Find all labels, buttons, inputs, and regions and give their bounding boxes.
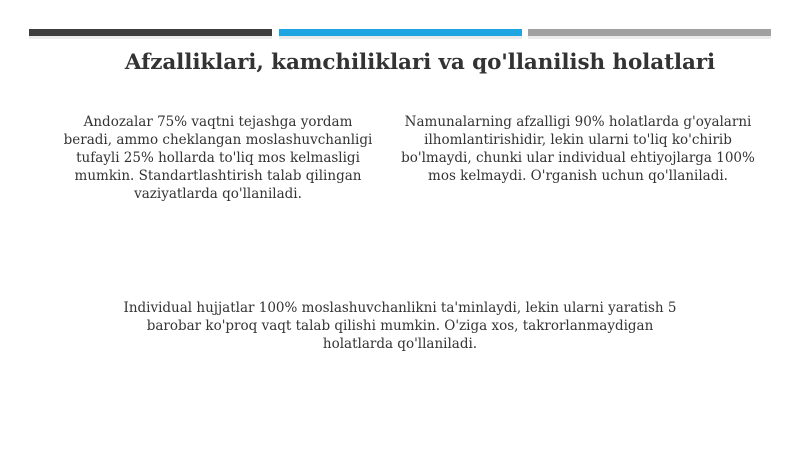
header-bar-blue [279,29,522,36]
slide-title: Afzalliklari, kamchiliklari va qo'llanilish holatlari [124,50,716,75]
paragraph-samples: Namunalarning afzalligi 90% holatlarda g'oyalarni ilhomlantirishidir, lekin ularni to'liq ko'chirib bo'lmaydi, chunki ular individual ehtiyojlarga 100% mos kelmaydi. O'rganish uchun qo'llaniladi. [401,114,755,184]
header-bar-gray [528,29,771,36]
paragraph-individual-documents: Individual hujjatlar 100% moslashuvchanlikni ta'minlaydi, lekin ularni yaratish 5 barobar ko'proq vaqt talab qilishi mumkin. O'ziga xos, takrorlanmaydigan holatlarda qo'llaniladi. [123,300,677,352]
header-bar-dark [29,29,272,36]
paragraph-templates: Andozalar 75% vaqtni tejashga yordam beradi, ammo cheklangan moslashuvchanligi tufayli 25% hollarda to'liq mos kelmasligi mumkin. Standartlashtirish talab qilingan vaziyatlarda qo'llaniladi. [63,114,373,202]
